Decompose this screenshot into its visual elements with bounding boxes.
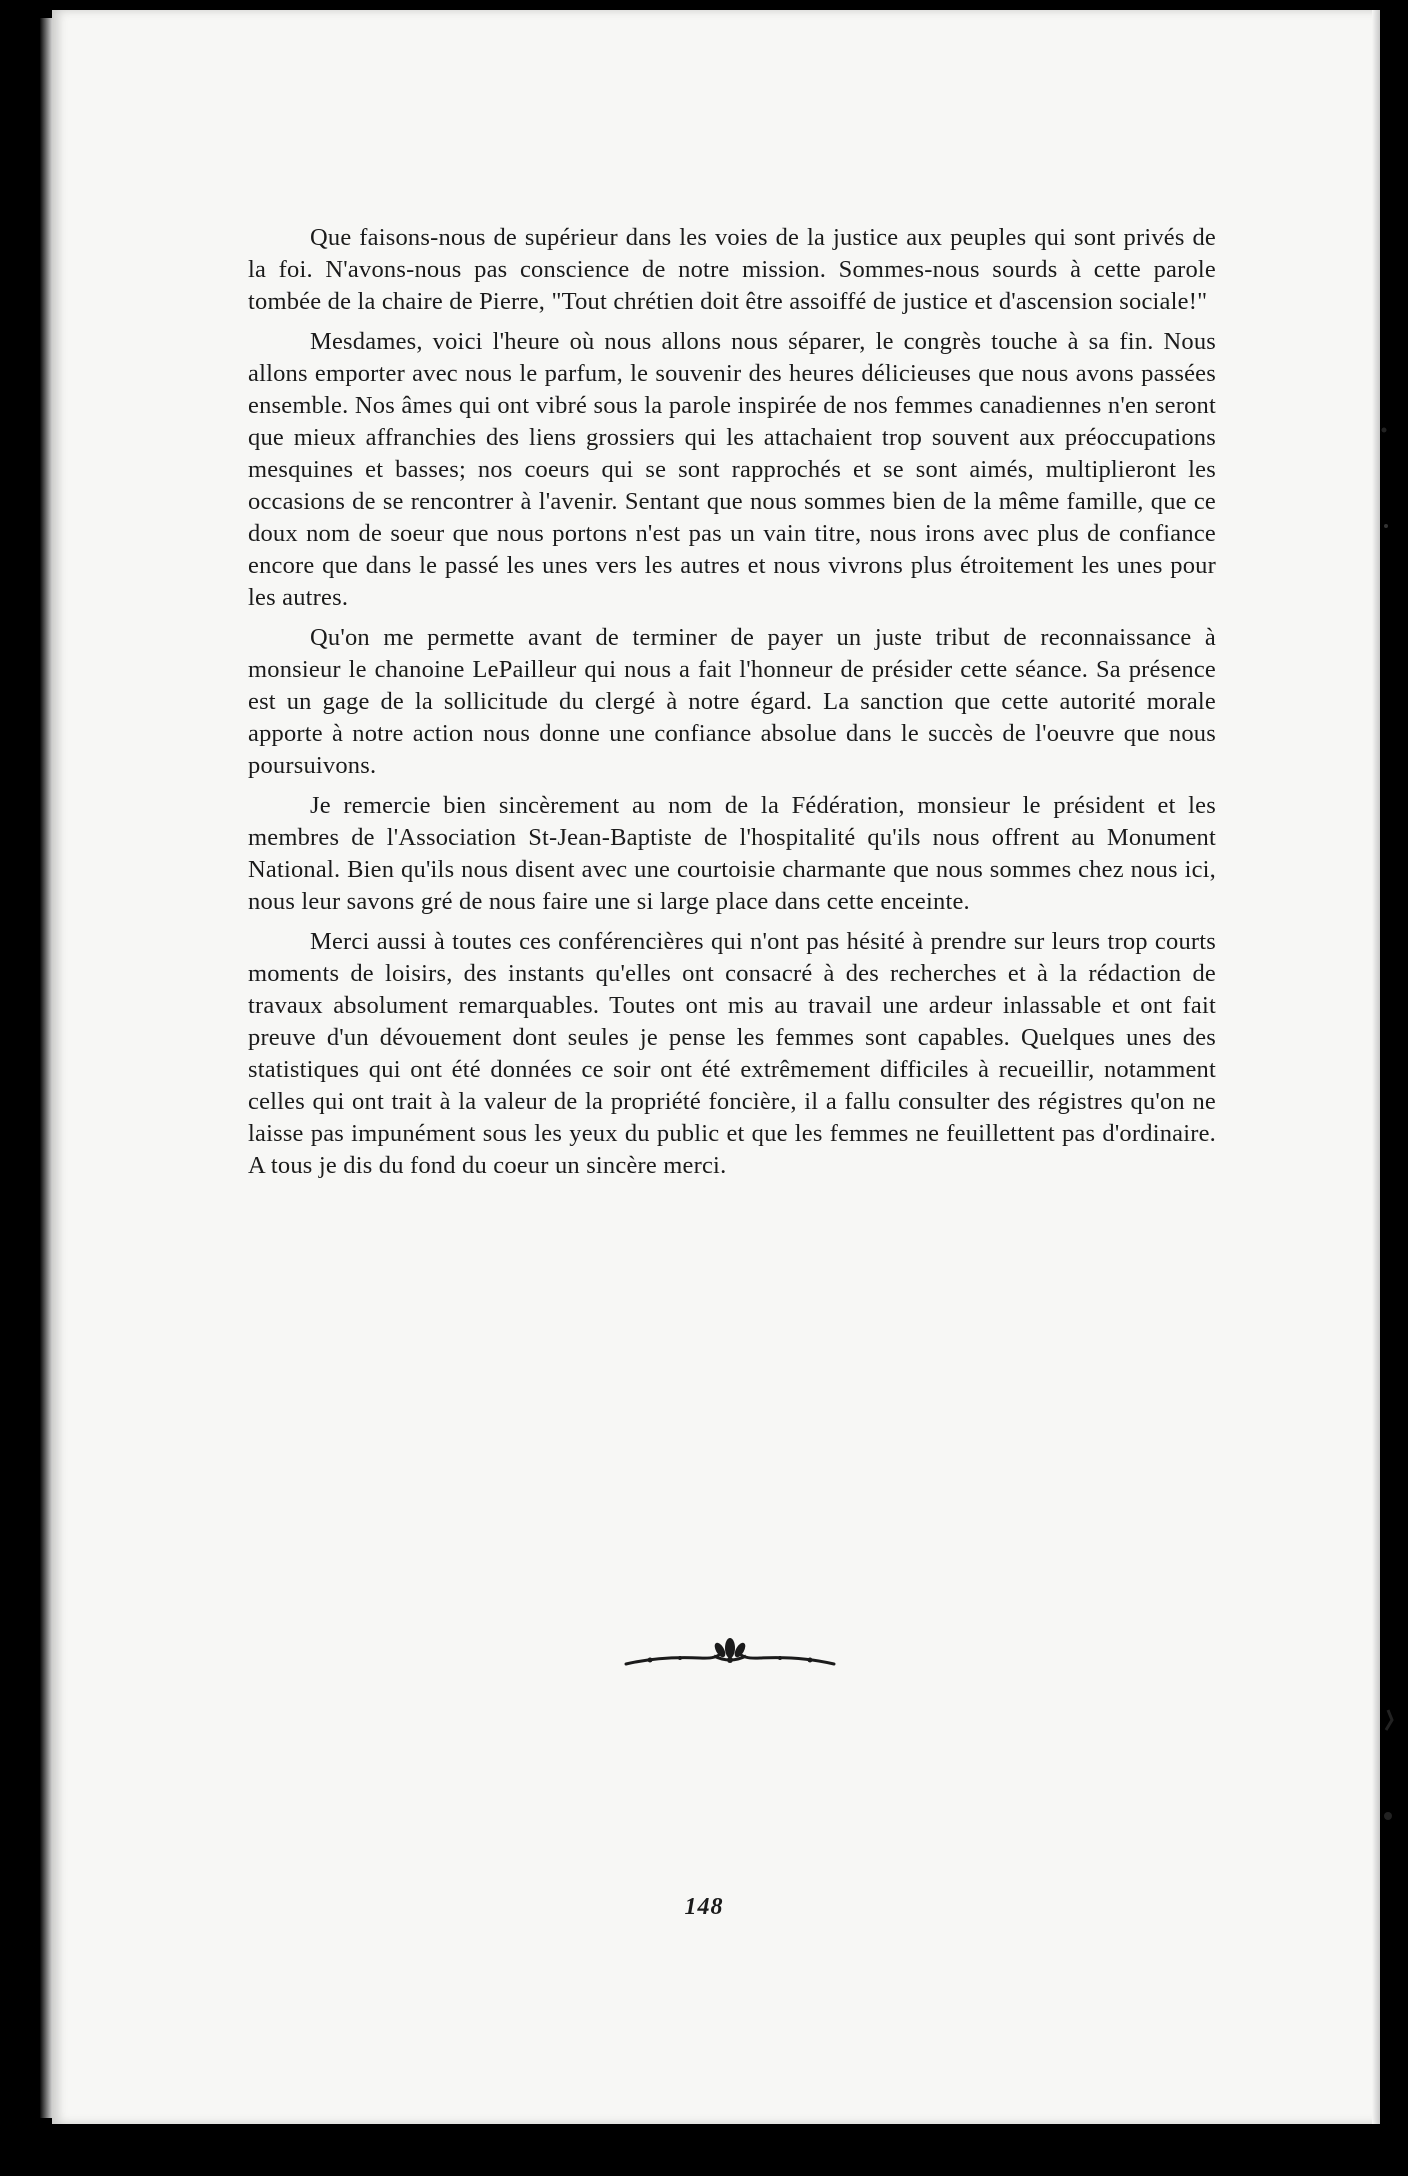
page-gutter-edge (1372, 10, 1380, 2124)
paragraph-2: Mesdames, voici l'heure où nous allons nous séparer, le congrès touche à sa fin. Nous allons emporter avec nous le parfum, le souvenir des heures délicieuses que nous avons passées ensemble. Nos âmes qui ont vibré sous la parole inspirée de nos femmes canadiennes n'en seront que mieux affranchies des liens grossiers qui les attachaient trop souvent aux préoccupations mesquines et basses; nos coeurs qui se sont rapprochés et se sont aimés, multiplieront les occasions de se rencontrer à l'avenir. Sentant que nous sommes bien de la même famille, que ce doux nom de soeur que nous portons n'est pas un vain titre, nous irons avec plus de confiance encore que dans le passé les unes vers les autres et nous vivrons plus étroitement les unes pour les autres. (248, 328, 1216, 611)
body-text (248, 222, 1216, 1190)
paragraph-5: Merci aussi à toutes ces conférencières qui n'ont pas hésité à prendre sur leurs trop courts moments de loisirs, des instants qu'elles ont consacré à des recherches et à la rédaction de travaux absolument remarquables. Toutes ont mis au travail une ardeur inlassable et ont fait preuve d'un dévouement dont seules je pense les femmes sont capables. Quelques unes des statistiques qui ont été données ce soir ont été extrêmement difficiles à recueillir, notamment celles qui ont trait à la valeur de la propriété foncière, il a fallu consulter des régistres qu'on ne laisse pas impunément sous les yeux du public et que les femmes ne feuillettent pas d'ordinaire. A tous je dis du fond du coeur un sincère merci. (248, 928, 1216, 1179)
paragraph-1: Que faisons-nous de supérieur dans les voies de la justice aux peuples qui sont privés de la foi. N'avons-nous pas conscience de notre mission. Sommes-nous sourds à cette parole tombée de la chaire de Pierre, "Tout chrétien doit être assoiffé de justice et d'ascension sociale!" (248, 224, 1216, 315)
paragraph-3: Qu'on me permette avant de terminer de payer un juste tribut de reconnaissance à monsieur le chanoine LePailleur qui nous a fait l'honneur de présider cette séance. Sa présence est un gage de la sollicitude du clergé à notre égard. La sanction que cette autorité morale apporte à notre action nous donne une confiance absolue dans le succès de l'oeuvre que nous poursuivons. (248, 624, 1216, 779)
page-number: 148 (684, 1894, 724, 1920)
scan-specks (1380, 420, 1400, 1840)
floral-ornament-icon (620, 1634, 840, 1674)
paragraph-4: Je remercie bien sincèrement au nom de la Fédération, monsieur le président et les membres de l'Association St-Jean-Baptiste de l'hospitalité qu'ils nous offrent au Monument National. Bien qu'ils nous disent avec une courtoisie charmante que nous sommes chez nous ici, nous leur savons gré de nous faire une si large place dans cette enceinte. (248, 792, 1216, 915)
